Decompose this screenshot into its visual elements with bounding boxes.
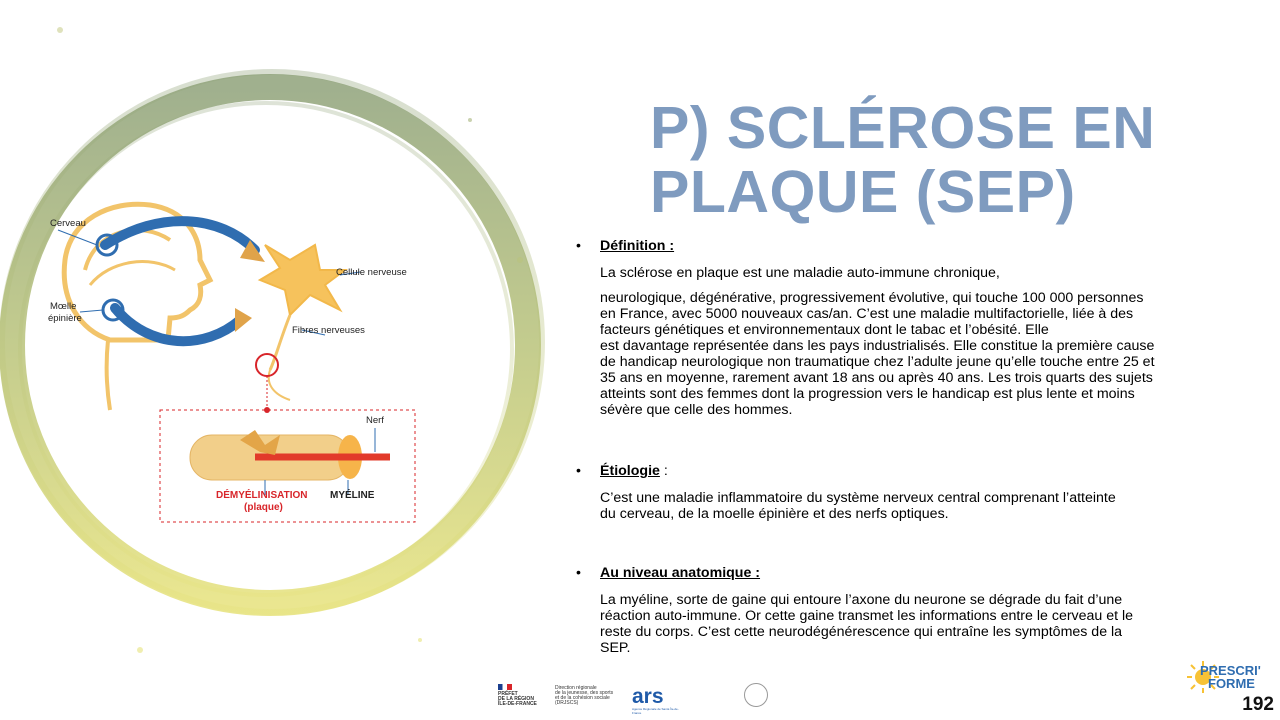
paragraph-line: sévère que celle des hommes. — [600, 402, 793, 418]
slide-title: P) SCLÉROSE EN PLAQUE (SEP) — [650, 95, 1156, 225]
label-cellule-nerveuse: Cellule nerveuse — [336, 267, 407, 278]
section-paragraph — [600, 592, 1226, 656]
nervous-system-illustration — [40, 190, 430, 530]
bullet: • — [576, 238, 581, 254]
prefet-line: DE LA RÉGION — [498, 696, 534, 702]
paragraph-line: reste du corps. C’est cette neurodégénérescence qui entraîne les symptômes de la — [600, 624, 1123, 640]
illustration-drawing — [40, 190, 430, 530]
heading-text: Au niveau anatomique : — [600, 565, 761, 581]
paragraph-line: réaction auto-immune. Or cette gaine transmet les informations entre le cerveau et le — [600, 608, 1134, 624]
heading-suffix: : — [659, 463, 668, 479]
section-heading — [600, 238, 674, 254]
paragraph-line: neurologique, dégénérative, progressivement évolutive, qui touche 100 000 personnes — [600, 290, 1144, 306]
label-moelle-line1: Mœlle — [50, 301, 77, 312]
section-definition — [576, 238, 1226, 418]
paragraph-line: La sclérose en plaque est une maladie auto-immune chronique, — [600, 265, 1000, 281]
section-paragraph — [600, 490, 1226, 522]
prescriforme-line2: FORME — [1208, 676, 1255, 691]
ars-subtext: Agence Régionale de Santé Île-de-France — [632, 707, 679, 715]
heading-text: Définition : — [600, 238, 675, 254]
label-moelle-line2: épinière — [48, 313, 82, 324]
direction-line: de la jeunesse, des sports — [555, 690, 614, 696]
label-demyelinisation: DÉMYÉLINISATION — [216, 490, 308, 501]
paragraph-line: facteurs génétiques et environnementaux dont le tabac et l’obésité. Elle — [600, 322, 1049, 338]
flag-icon — [498, 684, 512, 690]
section-etiologie — [576, 463, 1226, 522]
paragraph-line: de handicap neurologique non traumatique chez l’adulte jeune qu’elle touche entre 25 et — [600, 354, 1155, 370]
prefet-line: PRÉFET — [498, 691, 518, 697]
prescriforme-line1: PRESCRI' — [1200, 663, 1261, 678]
ars-logo — [632, 687, 682, 715]
paragraph-line: en France, avec 5000 nouveaux cas/an. C’est une maladie multifactorielle, liée à des — [600, 306, 1134, 322]
slide-content — [576, 238, 1226, 656]
paragraph-line: La myéline, sorte de gaine qui entoure l’axone du neurone se dégrade du fait d’une — [600, 592, 1123, 608]
seal-icon — [744, 683, 768, 707]
paragraph-line: atteints sont des femmes dont la progression vers le handicap est plus lente et moins — [600, 386, 1135, 402]
direction-line: Direction régionale — [555, 685, 597, 691]
paragraph-line: 35 ans en moyenne, rarement avant 18 ans ou après 40 ans. Les trois quarts des sujets — [600, 370, 1153, 386]
paragraph-line: du cerveau, de la moelle épinière et des nerfs optiques. — [600, 506, 949, 522]
label-myeline: MYÉLINE — [330, 490, 375, 501]
bullet: • — [576, 463, 581, 479]
label-fibres-nerveuses: Fibres nerveuses — [292, 325, 365, 336]
prefet-logo — [498, 684, 548, 707]
paragraph-line: SEP. — [600, 640, 631, 656]
prefet-line: ÎLE-DE-FRANCE — [498, 701, 537, 707]
section-heading: Étiologie — [600, 463, 660, 479]
label-plaque: (plaque) — [244, 502, 283, 513]
paragraph-line: C’est une maladie inflammatoire du système nerveux central comprenant l’atteinte — [600, 490, 1116, 506]
direction-line: et de la cohésion sociale (DRJSCS) — [555, 695, 610, 706]
page-number: 192 — [1242, 694, 1274, 715]
section-anatomique — [576, 565, 1226, 656]
drjscs-logo — [555, 686, 615, 706]
bullet: • — [576, 565, 581, 581]
paragraph-line: est davantage représentée dans les pays industrialisés. Elle constitue la première cause — [600, 338, 1155, 354]
ars-text: ars — [632, 685, 664, 708]
section-paragraph — [600, 265, 1226, 418]
label-nerf: Nerf — [366, 415, 384, 426]
label-cerveau: Cerveau — [50, 218, 86, 229]
section-heading — [600, 565, 760, 581]
